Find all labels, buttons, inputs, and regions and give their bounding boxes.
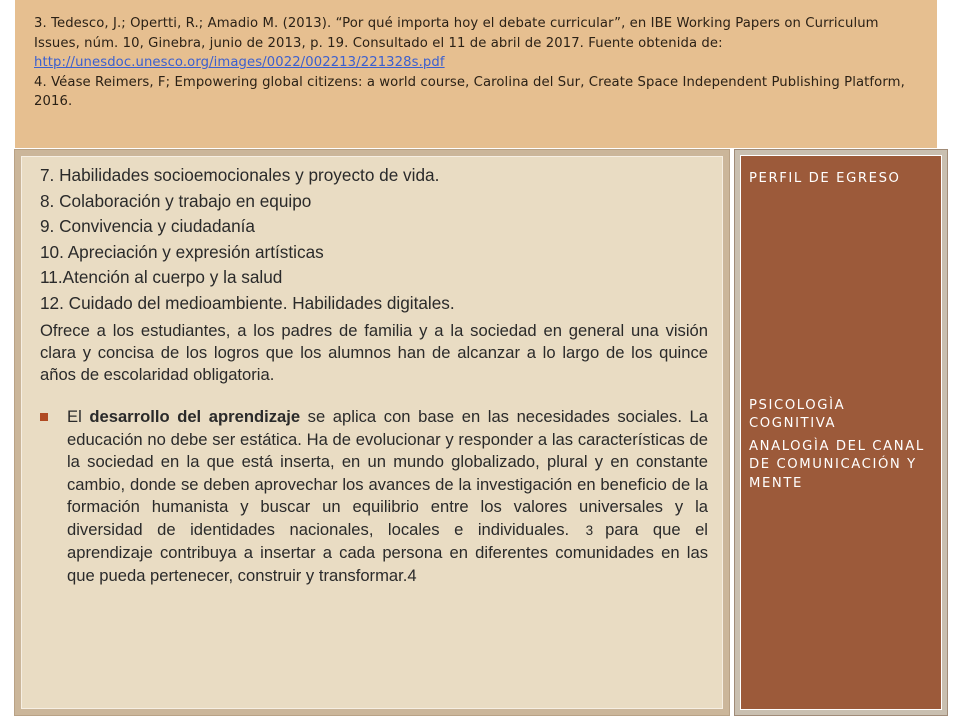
references-panel — [15, 0, 937, 148]
side-panel — [735, 150, 947, 715]
list-item: 10. Apreciación y expresión artísticas — [40, 241, 324, 262]
list-item: 12. Cuidado del medioambiente. Habilidades digitales. — [40, 292, 455, 313]
side-subtitle-1: PSICOLOGÌA COGNITIVA — [749, 397, 846, 431]
footnote-marker-3: 3 — [585, 522, 594, 538]
list-item: 9. Convivencia y ciudadanía — [40, 216, 255, 236]
bullet-prefix: El — [67, 407, 90, 426]
footnote-marker-4: 4 — [407, 565, 417, 585]
square-bullet-icon — [40, 413, 48, 421]
bullet-point — [40, 406, 708, 587]
side-title: PERFIL DE EGRESO — [749, 171, 901, 186]
main-content-box — [15, 150, 729, 715]
side-subtitle-2: ANALOGÌA DEL CANAL DE COMUNICACIÓN Y MENTE — [749, 438, 925, 491]
reference-3-link[interactable]: http://unesdoc.unesco.org/images/0022/002213/221328s.pdf — [34, 55, 445, 70]
list-item: 7. Habilidades socioemocionales y proyecto de vida. — [40, 165, 440, 185]
list-item: 11.Atención al cuerpo y la salud — [40, 267, 283, 287]
description-paragraph: Ofrece a los estudiantes, a los padres de familia y a la sociedad en general una visión clara y concisa de los logros que los alumnos han de alcanzar a lo largo de los quince años de escolaridad obligatoria. — [40, 321, 708, 384]
reference-4: 4. Véase Reimers, F; Empowering global citizens: a world course, Carolina del Sur, Create Space Independent Publishing Platform, 2016. — [34, 74, 905, 109]
reference-3-text: 3. Tedesco, J.; Opertti, R.; Amadio M. (2013). “Por qué importa hoy el debate curricular”, en IBE Working Papers on Curriculum Issues, núm. 10, Ginebra, junio de 2013, p. 19. Consultado el 11 de abril de 2017. Fuente obtenida de: — [34, 16, 879, 51]
list-item: 8. Colaboración y trabajo en equipo — [40, 190, 312, 211]
bullet-text — [67, 406, 708, 587]
bullet-body-2: para que el aprendizaje contribuya a insertar a cada persona en diferentes comunidades en las que pueda pertenecer, construir y transformar. — [67, 519, 708, 585]
bullet-body: se aplica con base en las necesidades sociales. La educación no debe ser estática. Ha de evolucionar y responder a las características de la sociedad en la que está inserta, en un mundo globalizado, plural y en constante cambio, donde se deben aprovechar los avances de la investigación en beneficio de la formación humanista y buscar un equilibrio entre los valores universales y la diversidad de identidades nacionales, locales e individuales. — [67, 407, 708, 539]
bullet-bold-term: desarrollo del aprendizaje — [89, 407, 301, 426]
reference-3 — [34, 14, 917, 73]
